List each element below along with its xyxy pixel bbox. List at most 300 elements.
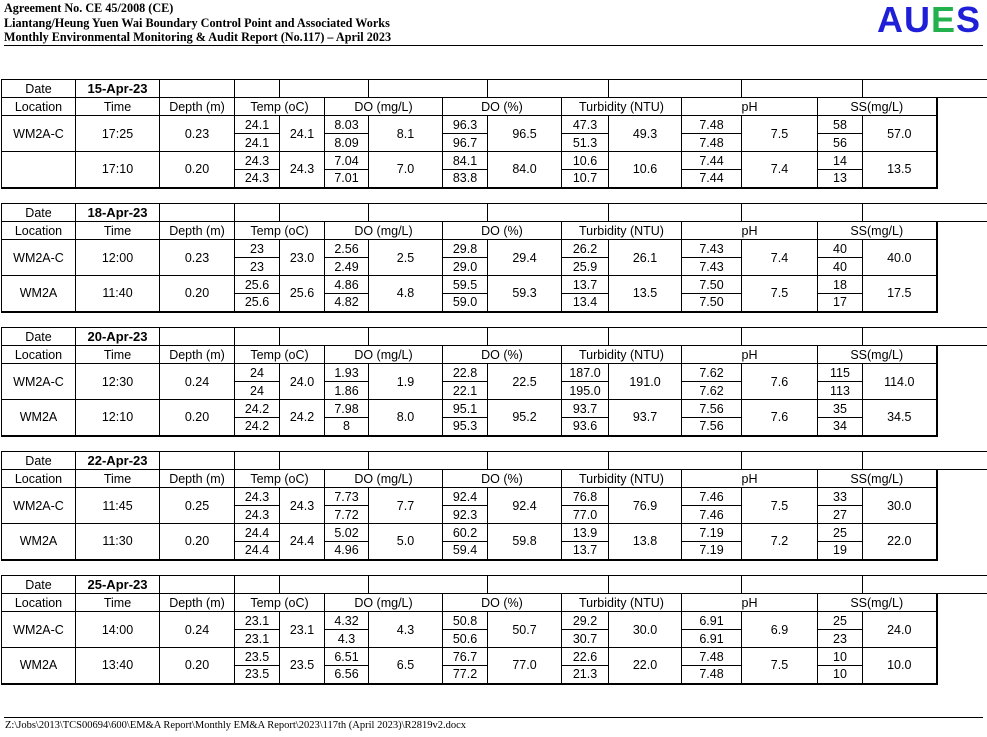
turbidity-reading-1: 47.3 <box>562 116 609 134</box>
empty-cell <box>742 80 818 98</box>
ss-reading-1: 115 <box>818 364 863 382</box>
empty-cell <box>235 452 280 470</box>
empty-cell <box>742 328 818 346</box>
date-label: Date <box>2 328 76 346</box>
empty-cell <box>562 328 609 346</box>
turbidity-reading-2: 93.6 <box>562 418 609 436</box>
empty-cell <box>160 204 235 222</box>
empty-cell <box>937 576 987 594</box>
ph-reading-2: 7.46 <box>682 506 742 524</box>
empty-cell <box>488 204 562 222</box>
do-mgl-reading-1: 8.03 <box>325 116 369 134</box>
do-mgl-average: 8.0 <box>369 400 443 436</box>
ph-average: 6.9 <box>742 612 818 648</box>
depth-cell: 0.20 <box>160 276 235 312</box>
ss-average: 17.5 <box>863 276 937 312</box>
ss-reading-2: 113 <box>818 382 863 400</box>
empty-cell <box>818 328 863 346</box>
do-pct-reading-2: 29.0 <box>443 258 488 276</box>
temp-reading-1: 24.1 <box>235 116 280 134</box>
time-cell: 11:30 <box>76 524 160 560</box>
turbidity-reading-1: 187.0 <box>562 364 609 382</box>
date-row <box>2 576 987 594</box>
wm2a-row <box>2 276 987 294</box>
location-cell: WM2A <box>2 648 76 684</box>
do-mgl-reading-2: 7.72 <box>325 506 369 524</box>
empty-cell <box>369 204 443 222</box>
date-value: 22-Apr-23 <box>76 452 160 470</box>
empty-cell <box>742 204 818 222</box>
header-temp: Temp (oC) <box>235 470 325 488</box>
empty-cell <box>682 452 742 470</box>
do-pct-reading-1: 84.1 <box>443 152 488 170</box>
empty-cell <box>682 328 742 346</box>
temp-reading-1: 24.3 <box>235 152 280 170</box>
ph-reading-1: 7.48 <box>682 648 742 666</box>
depth-cell: 0.25 <box>160 488 235 524</box>
temp-average: 24.3 <box>280 152 325 188</box>
do-pct-average: 59.3 <box>488 276 562 312</box>
date-label: Date <box>2 576 76 594</box>
empty-cell <box>937 80 987 98</box>
temp-average: 23.1 <box>280 612 325 648</box>
temp-average: 24.3 <box>280 488 325 524</box>
empty-cell <box>609 204 682 222</box>
wm2a-c-row <box>2 488 987 506</box>
empty-cell <box>863 576 937 594</box>
ph-average: 7.6 <box>742 364 818 400</box>
ss-average: 24.0 <box>863 612 937 648</box>
do-pct-reading-1: 60.2 <box>443 524 488 542</box>
do-mgl-reading-2: 6.56 <box>325 666 369 684</box>
do-mgl-average: 5.0 <box>369 524 443 560</box>
do-pct-reading-1: 92.4 <box>443 488 488 506</box>
temp-reading-1: 24.4 <box>235 524 280 542</box>
do-mgl-average: 4.3 <box>369 612 443 648</box>
ss-reading-2: 56 <box>818 134 863 152</box>
do-pct-reading-2: 83.8 <box>443 170 488 188</box>
depth-cell: 0.20 <box>160 152 235 188</box>
wm2a-c-row <box>2 364 987 382</box>
do-pct-average: 29.4 <box>488 240 562 276</box>
depth-cell: 0.24 <box>160 612 235 648</box>
header-do-pct: DO (%) <box>443 346 562 364</box>
empty-cell <box>742 576 818 594</box>
turbidity-reading-1: 93.7 <box>562 400 609 418</box>
date-value: 18-Apr-23 <box>76 204 160 222</box>
do-pct-average: 96.5 <box>488 116 562 152</box>
ph-reading-1: 7.43 <box>682 240 742 258</box>
header-location: Location <box>2 470 76 488</box>
ss-average: 57.0 <box>863 116 937 152</box>
ph-reading-1: 7.62 <box>682 364 742 382</box>
ss-reading-1: 25 <box>818 524 863 542</box>
do-mgl-reading-2: 1.86 <box>325 382 369 400</box>
temp-reading-2: 23 <box>235 258 280 276</box>
do-pct-reading-2: 96.7 <box>443 134 488 152</box>
header-depth: Depth (m) <box>160 98 235 116</box>
header-turbidity: Turbidity (NTU) <box>562 594 682 612</box>
header-location: Location <box>2 346 76 364</box>
empty-cell <box>280 204 325 222</box>
empty-cell <box>863 80 937 98</box>
header-turbidity: Turbidity (NTU) <box>562 470 682 488</box>
header-time: Time <box>76 98 160 116</box>
empty-cell <box>488 576 562 594</box>
empty-cell <box>325 204 369 222</box>
ss-average: 22.0 <box>863 524 937 560</box>
time-cell: 11:45 <box>76 488 160 524</box>
ss-reading-1: 58 <box>818 116 863 134</box>
do-pct-reading-2: 77.2 <box>443 666 488 684</box>
ph-reading-1: 7.56 <box>682 400 742 418</box>
ph-reading-2: 7.48 <box>682 666 742 684</box>
empty-cell <box>609 452 682 470</box>
temp-reading-2: 24 <box>235 382 280 400</box>
header-ph: pH <box>682 470 818 488</box>
empty-cell <box>160 452 235 470</box>
do-mgl-reading-2: 2.49 <box>325 258 369 276</box>
do-mgl-average: 4.8 <box>369 276 443 312</box>
date-block-table <box>1 451 987 561</box>
temp-average: 24.2 <box>280 400 325 436</box>
do-pct-reading-1: 50.8 <box>443 612 488 630</box>
column-header-row <box>2 346 987 364</box>
turbidity-reading-2: 21.3 <box>562 666 609 684</box>
ss-average: 40.0 <box>863 240 937 276</box>
date-block-table <box>1 575 987 685</box>
ph-average: 7.5 <box>742 648 818 684</box>
ss-reading-1: 14 <box>818 152 863 170</box>
do-mgl-reading-2: 4.3 <box>325 630 369 648</box>
header-depth: Depth (m) <box>160 594 235 612</box>
ph-average: 7.5 <box>742 116 818 152</box>
column-header-row <box>2 470 987 488</box>
ss-average: 34.5 <box>863 400 937 436</box>
ph-reading-1: 7.19 <box>682 524 742 542</box>
do-pct-reading-1: 59.5 <box>443 276 488 294</box>
date-label: Date <box>2 80 76 98</box>
turbidity-average: 49.3 <box>609 116 682 152</box>
do-pct-reading-2: 59.4 <box>443 542 488 560</box>
temp-average: 23.0 <box>280 240 325 276</box>
ss-reading-2: 19 <box>818 542 863 560</box>
empty-cell <box>280 452 325 470</box>
turbidity-reading-2: 195.0 <box>562 382 609 400</box>
turbidity-reading-1: 76.8 <box>562 488 609 506</box>
empty-cell <box>160 576 235 594</box>
header-ph: pH <box>682 222 818 240</box>
turbidity-average: 13.8 <box>609 524 682 560</box>
date-value: 25-Apr-23 <box>76 576 160 594</box>
do-mgl-reading-1: 4.86 <box>325 276 369 294</box>
empty-cell <box>369 80 443 98</box>
date-value: 20-Apr-23 <box>76 328 160 346</box>
date-label: Date <box>2 204 76 222</box>
empty-cell <box>160 328 235 346</box>
do-mgl-reading-1: 4.32 <box>325 612 369 630</box>
header-do-mgl: DO (mg/L) <box>325 98 443 116</box>
ph-reading-2: 7.50 <box>682 294 742 312</box>
wm2a-row <box>2 524 987 542</box>
empty-cell <box>742 452 818 470</box>
empty-cell <box>863 328 937 346</box>
empty-cell <box>280 328 325 346</box>
do-mgl-reading-1: 5.02 <box>325 524 369 542</box>
ph-reading-2: 7.44 <box>682 170 742 188</box>
empty-cell <box>488 328 562 346</box>
do-pct-reading-2: 92.3 <box>443 506 488 524</box>
do-mgl-reading-1: 7.98 <box>325 400 369 418</box>
column-header-row <box>2 98 987 116</box>
do-pct-reading-2: 50.6 <box>443 630 488 648</box>
header-do-mgl: DO (mg/L) <box>325 222 443 240</box>
header-turbidity: Turbidity (NTU) <box>562 346 682 364</box>
time-cell: 13:40 <box>76 648 160 684</box>
do-mgl-average: 2.5 <box>369 240 443 276</box>
time-cell: 14:00 <box>76 612 160 648</box>
empty-cell <box>682 204 742 222</box>
do-pct-reading-1: 29.8 <box>443 240 488 258</box>
ph-average: 7.5 <box>742 276 818 312</box>
wm2a-c-row <box>2 612 987 630</box>
time-cell: 12:00 <box>76 240 160 276</box>
empty-cell <box>609 576 682 594</box>
ph-reading-1: 7.46 <box>682 488 742 506</box>
temp-reading-1: 24.2 <box>235 400 280 418</box>
temp-average: 25.6 <box>280 276 325 312</box>
do-pct-average: 84.0 <box>488 152 562 188</box>
header-do-pct: DO (%) <box>443 470 562 488</box>
turbidity-reading-2: 13.7 <box>562 542 609 560</box>
header-depth: Depth (m) <box>160 222 235 240</box>
date-value: 15-Apr-23 <box>76 80 160 98</box>
turbidity-reading-2: 13.4 <box>562 294 609 312</box>
file-path-footer: Z:\Jobs\2013\TCS00694\600\EM&A Report\Monthly EM&A Report\2023\117th (April 2023)\R2819v2.docx <box>5 720 467 731</box>
location-cell <box>2 152 76 188</box>
ss-average: 13.5 <box>863 152 937 188</box>
location-cell: WM2A <box>2 400 76 436</box>
header-do-mgl: DO (mg/L) <box>325 346 443 364</box>
temp-average: 24.0 <box>280 364 325 400</box>
do-pct-reading-1: 76.7 <box>443 648 488 666</box>
temp-average: 24.1 <box>280 116 325 152</box>
empty-cell <box>235 576 280 594</box>
temp-reading-2: 25.6 <box>235 294 280 312</box>
depth-cell: 0.23 <box>160 240 235 276</box>
ss-reading-1: 10 <box>818 648 863 666</box>
turbidity-reading-1: 13.9 <box>562 524 609 542</box>
do-mgl-average: 8.1 <box>369 116 443 152</box>
do-pct-reading-1: 96.3 <box>443 116 488 134</box>
empty-cell <box>609 328 682 346</box>
date-block-table <box>1 203 987 313</box>
empty-cell <box>443 452 488 470</box>
header-do-pct: DO (%) <box>443 594 562 612</box>
temp-reading-2: 24.1 <box>235 134 280 152</box>
footer-divider <box>4 717 983 718</box>
temp-average: 24.4 <box>280 524 325 560</box>
empty-cell <box>369 452 443 470</box>
header-do-mgl: DO (mg/L) <box>325 470 443 488</box>
location-cell: WM2A-C <box>2 488 76 524</box>
empty-cell <box>562 204 609 222</box>
location-cell: WM2A-C <box>2 612 76 648</box>
date-row <box>2 204 987 222</box>
do-pct-reading-1: 22.8 <box>443 364 488 382</box>
do-mgl-reading-1: 6.51 <box>325 648 369 666</box>
do-pct-average: 59.8 <box>488 524 562 560</box>
ph-average: 7.4 <box>742 152 818 188</box>
ss-average: 114.0 <box>863 364 937 400</box>
ss-reading-2: 40 <box>818 258 863 276</box>
do-mgl-reading-2: 7.01 <box>325 170 369 188</box>
header-depth: Depth (m) <box>160 470 235 488</box>
empty-cell <box>818 80 863 98</box>
empty-cell <box>443 204 488 222</box>
column-header-row <box>2 594 987 612</box>
wm2a-row <box>2 400 987 418</box>
empty-cell <box>443 80 488 98</box>
temp-reading-1: 23 <box>235 240 280 258</box>
temp-reading-2: 24.2 <box>235 418 280 436</box>
header-depth: Depth (m) <box>160 346 235 364</box>
header-time: Time <box>76 346 160 364</box>
time-cell: 11:40 <box>76 276 160 312</box>
turbidity-average: 26.1 <box>609 240 682 276</box>
ss-reading-1: 18 <box>818 276 863 294</box>
turbidity-average: 93.7 <box>609 400 682 436</box>
project-title: Liantang/Heung Yuen Wai Boundary Control Point and Associated Works <box>4 15 390 30</box>
header-location: Location <box>2 98 76 116</box>
empty-cell <box>682 576 742 594</box>
time-cell: 17:10 <box>76 152 160 188</box>
turbidity-reading-1: 10.6 <box>562 152 609 170</box>
empty-cell <box>818 576 863 594</box>
header-ph: pH <box>682 98 818 116</box>
temp-reading-1: 24.3 <box>235 488 280 506</box>
empty-cell <box>609 80 682 98</box>
empty-cell <box>682 80 742 98</box>
do-pct-average: 77.0 <box>488 648 562 684</box>
ss-reading-2: 23 <box>818 630 863 648</box>
turbidity-average: 13.5 <box>609 276 682 312</box>
empty-cell <box>235 204 280 222</box>
turbidity-average: 10.6 <box>609 152 682 188</box>
ss-reading-1: 25 <box>818 612 863 630</box>
location-cell: WM2A-C <box>2 240 76 276</box>
do-pct-reading-2: 95.3 <box>443 418 488 436</box>
empty-cell <box>325 452 369 470</box>
turbidity-reading-1: 13.7 <box>562 276 609 294</box>
empty-cell <box>863 452 937 470</box>
wm2a-c-row <box>2 116 987 134</box>
empty-cell <box>235 328 280 346</box>
column-header-row <box>2 222 987 240</box>
do-mgl-reading-2: 4.96 <box>325 542 369 560</box>
do-mgl-average: 7.0 <box>369 152 443 188</box>
date-block-table <box>1 327 987 437</box>
empty-cell <box>863 204 937 222</box>
temp-reading-1: 24 <box>235 364 280 382</box>
empty-cell <box>488 80 562 98</box>
time-cell: 12:10 <box>76 400 160 436</box>
empty-cell <box>280 80 325 98</box>
empty-cell <box>818 204 863 222</box>
empty-cell <box>160 80 235 98</box>
agreement-number: Agreement No. CE 45/2008 (CE) <box>4 1 174 15</box>
empty-cell <box>443 576 488 594</box>
header-time: Time <box>76 470 160 488</box>
empty-cell <box>325 80 369 98</box>
header-ss: SS(mg/L) <box>818 594 937 612</box>
ph-average: 7.6 <box>742 400 818 436</box>
empty-cell <box>369 328 443 346</box>
empty-cell <box>818 452 863 470</box>
empty-cell <box>369 576 443 594</box>
ph-reading-1: 7.44 <box>682 152 742 170</box>
header-do-mgl: DO (mg/L) <box>325 594 443 612</box>
header-temp: Temp (oC) <box>235 222 325 240</box>
header-do-pct: DO (%) <box>443 98 562 116</box>
temp-reading-1: 25.6 <box>235 276 280 294</box>
do-pct-average: 50.7 <box>488 612 562 648</box>
temp-reading-1: 23.1 <box>235 612 280 630</box>
time-cell: 12:30 <box>76 364 160 400</box>
do-mgl-reading-2: 4.82 <box>325 294 369 312</box>
header-ph: pH <box>682 594 818 612</box>
turbidity-reading-2: 10.7 <box>562 170 609 188</box>
ph-reading-2: 7.48 <box>682 134 742 152</box>
header-time: Time <box>76 594 160 612</box>
ph-reading-2: 7.56 <box>682 418 742 436</box>
empty-cell <box>937 204 987 222</box>
date-row <box>2 80 987 98</box>
header-text <box>4 1 391 45</box>
empty-cell <box>562 576 609 594</box>
date-block-table <box>1 79 987 189</box>
turbidity-reading-2: 30.7 <box>562 630 609 648</box>
do-mgl-reading-2: 8.09 <box>325 134 369 152</box>
do-pct-average: 22.5 <box>488 364 562 400</box>
turbidity-reading-2: 51.3 <box>562 134 609 152</box>
ph-average: 7.5 <box>742 488 818 524</box>
do-mgl-reading-1: 7.04 <box>325 152 369 170</box>
ss-reading-1: 33 <box>818 488 863 506</box>
depth-cell: 0.20 <box>160 524 235 560</box>
header-temp: Temp (oC) <box>235 346 325 364</box>
do-pct-reading-2: 59.0 <box>443 294 488 312</box>
wm2a-c-row <box>2 240 987 258</box>
header-location: Location <box>2 594 76 612</box>
turbidity-reading-1: 22.6 <box>562 648 609 666</box>
ph-average: 7.4 <box>742 240 818 276</box>
ph-average: 7.2 <box>742 524 818 560</box>
ss-reading-2: 27 <box>818 506 863 524</box>
do-mgl-reading-1: 7.73 <box>325 488 369 506</box>
ss-reading-2: 34 <box>818 418 863 436</box>
ph-reading-1: 7.48 <box>682 116 742 134</box>
depth-cell: 0.20 <box>160 400 235 436</box>
ss-reading-1: 35 <box>818 400 863 418</box>
depth-cell: 0.20 <box>160 648 235 684</box>
turbidity-average: 76.9 <box>609 488 682 524</box>
date-row <box>2 328 987 346</box>
depth-cell: 0.23 <box>160 116 235 152</box>
aues-logo: AUES <box>876 0 981 40</box>
location-cell: WM2A <box>2 276 76 312</box>
empty-cell <box>325 328 369 346</box>
